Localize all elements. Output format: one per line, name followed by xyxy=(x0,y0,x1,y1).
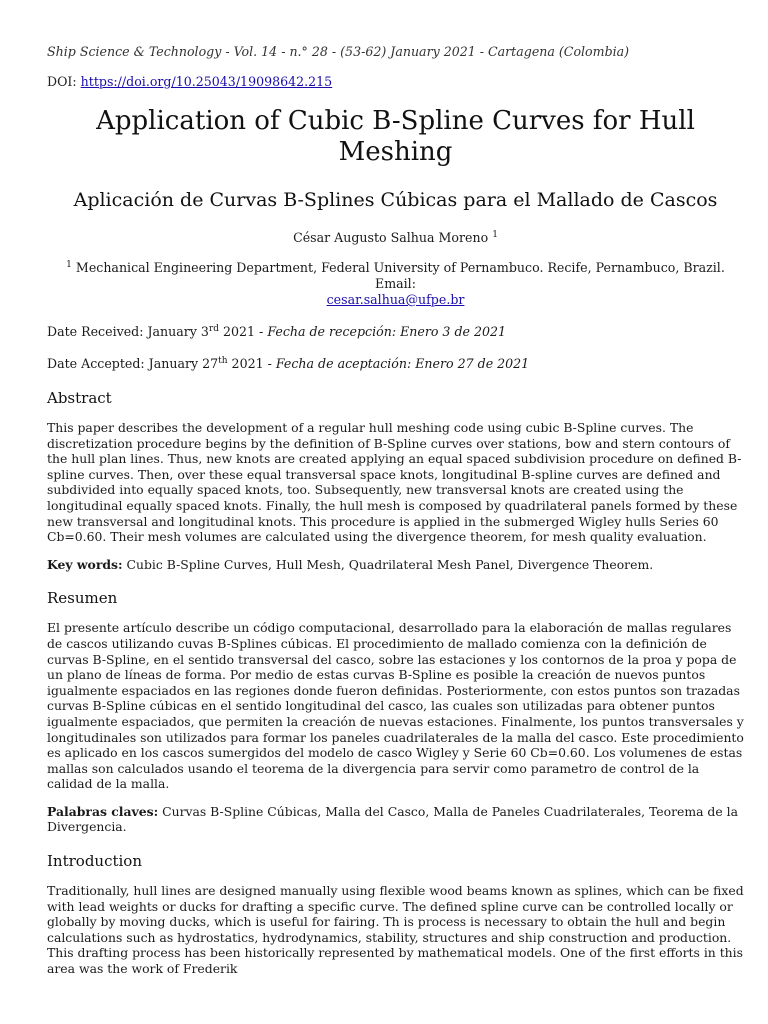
keywords-list: Cubic B-Spline Curves, Hull Mesh, Quadrilateral Mesh Panel, Divergence Theorem. xyxy=(122,556,654,572)
resumen-keywords xyxy=(47,804,744,835)
affiliation-text: Mechanical Engineering Department, Federal University of Pernambuco. Recife, Pernambuco, Brazil. Email: xyxy=(75,260,725,291)
abstract-keywords xyxy=(47,557,744,573)
paper-subtitle: Aplicación de Curvas B-Splines Cúbicas para el Mallado de Cascos xyxy=(73,189,718,211)
affiliation-mark: 1 xyxy=(66,259,72,270)
date-accepted xyxy=(47,356,744,372)
date-received-es: Fecha de recepción: Enero 3 de 2021 xyxy=(267,324,507,339)
abstract-heading: Abstract xyxy=(47,389,112,407)
resumen-text: El presente artículo describe un código computacional, desarrollado para la elaboración de mallas regulares de cascos utilizando cuvas B-Splines cúbicas. El procedimiento de mallado comienza con la definición de curvas B-Spline, en el sentido transversal del casco, sobre las estaciones y los contornos de la proa y popa de un plano de líneas de forma. Por medio de estas curvas B-Spline es posible la creación de nuevos puntos igualmente espaciados en las regiones donde fueron definidas. Posteriormente, con estos puntos son trazadas curvas B-Spline cúbicas en el sentido longitudinal del casco, las cuales son utilizadas para obtener puntos igualmente espaciados, que permiten la creación de nuevas estaciones. Finalmente, los puntos transversales y longitudinales son utilizados para formar los paneles cuadrilaterales de la malla del casco. Este procedimiento es aplicado en los cascos sumergidos del modelo de casco Wigley y Serie 60 Cb=0.60. Los volumenes de estas mallas son calculados usando el teorema de la divergencia para servir como parametro de control de la calidad de la malla. xyxy=(47,620,744,792)
date-accepted-es: Fecha de aceptación: Enero 27 de 2021 xyxy=(275,356,530,371)
author-email-link[interactable]: cesar.salhua@ufpe.br xyxy=(326,292,465,307)
date-accepted-label: Date Accepted: January 27 xyxy=(47,356,219,371)
date-received xyxy=(47,324,744,340)
introduction-heading: Introduction xyxy=(47,852,142,871)
resumen-heading: Resumen xyxy=(47,589,118,608)
date-received-year: 2021 - xyxy=(218,324,268,339)
keywords-label: Key words: xyxy=(47,556,123,572)
doi-link[interactable]: https://doi.org/10.25043/19098642.215 xyxy=(80,74,333,89)
affiliation xyxy=(47,260,744,308)
paper-title: Application of Cubic B-Spline Curves for Hull Meshing xyxy=(96,106,695,167)
palabras-claves-label: Palabras claves: xyxy=(47,803,159,819)
date-accepted-sup: th xyxy=(218,355,228,366)
palabras-claves-list: Curvas B-Spline Cúbicas, Malla del Casco, Malla de Paneles Cuadrilaterales, Teorema de la Divergencia. xyxy=(47,803,738,835)
journal-line: Ship Science & Technology - Vol. 14 - n.° 28 - (53-62) January 2021 - Cartagena (Colombia) xyxy=(47,44,630,59)
introduction-text: Traditionally, hull lines are designed manually using flexible wood beams known as splines, which can be fixed with lead weights or ducks for drafting a specific curve. The defined spline curve can be controlled locally or globally by moving ducks, which is useful for fairing. Th is process is necessary to obtain the hull and begin calculations such as hydrostatics, hydrodynamics, stability, structures and ship construction and production. This drafting process has been historically represented by mathematical models. One of the first efforts in this area was the work of Frederik xyxy=(47,883,744,977)
date-received-sup: rd xyxy=(208,323,219,334)
date-accepted-year: 2021 - xyxy=(227,356,276,371)
author-mark: 1 xyxy=(492,229,498,240)
abstract-text: This paper describes the development of a regular hull meshing code using cubic B-Spline curves. The discretization procedure begins by the definition of B-Spline curves over stations, bow and stern contours of the hull plan lines. Thus, new knots are created applying an equal spaced subdivision procedure on defined B-spline curves. Then, over these equal transversal space knots, longitudinal B-spline curves are defined and subdivided into equally spaced knots, too. Subsequently, new transversal knots are created using the longitudinal equally spaced knots. Finally, the hull mesh is composed by quadrilateral panels formed by these new transversal and longitudinal knots. This procedure is applied in the submerged Wigley hulls Series 60 Cb=0.60. Their mesh volumes are calculated using the divergence theorem, for mesh quality evaluation. xyxy=(47,420,742,545)
doi-line xyxy=(47,74,744,90)
author-name: César Augusto Salhua Moreno xyxy=(293,230,489,245)
author-line xyxy=(47,230,744,246)
date-received-label: Date Received: January 3 xyxy=(47,324,209,339)
doi-label: DOI: xyxy=(47,74,77,89)
